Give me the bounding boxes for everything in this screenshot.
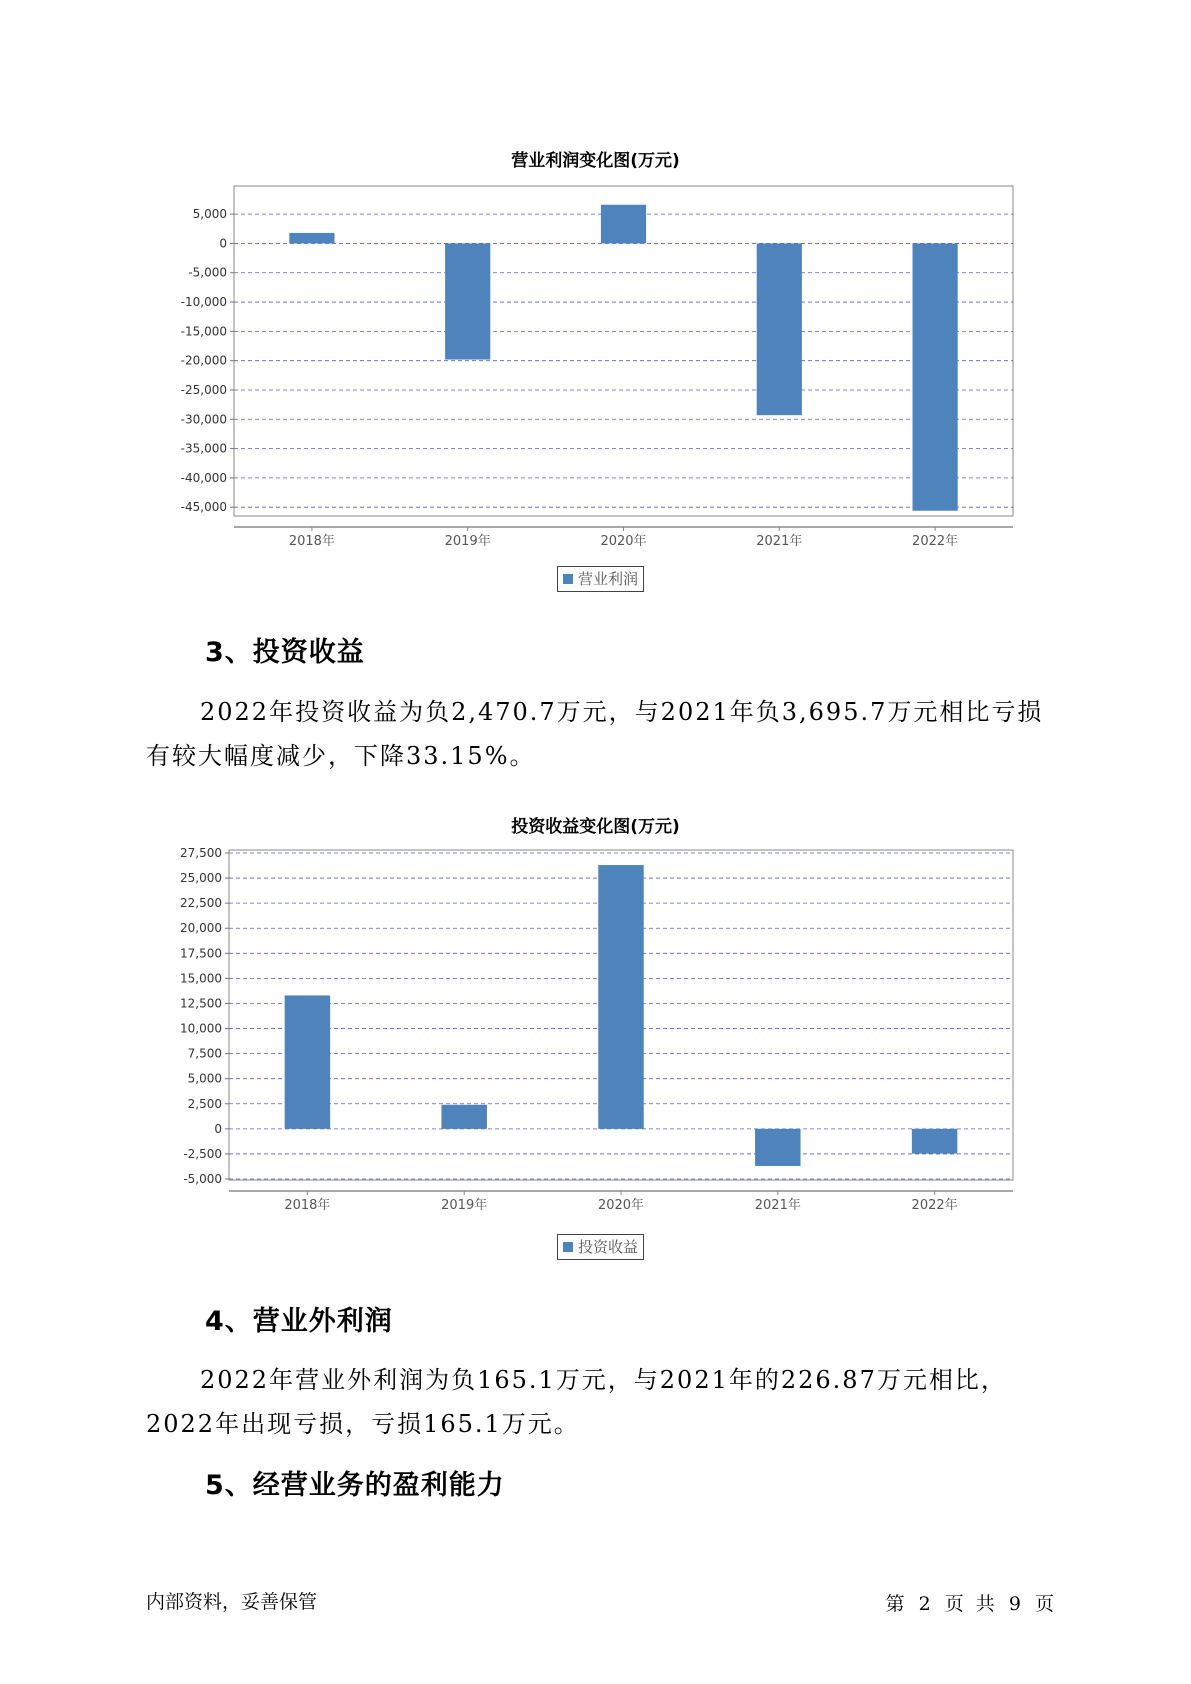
chart1-ytick-label: -30,000: [180, 412, 227, 427]
chart1-ytick-label: -15,000: [180, 324, 227, 339]
chart2-ytick-label: 27,500: [180, 846, 222, 861]
chart2-title: 投资收益变化图(万元): [511, 817, 680, 837]
chart1-bar: [445, 243, 490, 359]
section3-heading: 3、投资收益: [205, 637, 365, 668]
chart2-xtick-label: 2020年: [597, 1198, 645, 1213]
chart2-legend-label: 投资收益: [578, 1238, 639, 1256]
chart1-ytick-label: -35,000: [180, 441, 227, 456]
chart2-ytick-label: 20,000: [180, 921, 222, 936]
chart2-ytick-label: -5,000: [183, 1171, 222, 1186]
chart1-ytick-label: -10,000: [180, 295, 227, 310]
chart2-ytick-label: 12,500: [180, 996, 222, 1011]
section4-paragraph: 2022年营业外利润为负165.1万元，与2021年的226.87万元相比，2022年出现亏损，亏损165.1万元。: [146, 1366, 1007, 1438]
page-current: 2: [918, 1593, 931, 1615]
chart2-ytick-label: 22,500: [180, 896, 222, 911]
chart2-xtick-label: 2018年: [284, 1198, 331, 1213]
chart1-ytick-label: 5,000: [192, 207, 227, 222]
page-suffix: 页: [1034, 1593, 1054, 1615]
legend-swatch: [563, 1242, 573, 1252]
section3-paragraph: 2022年投资收益为负2,470.7万元，与2021年负3,695.7万元相比亏损有较大幅度减少，下降33.15%。: [146, 698, 1044, 770]
chart1-legend-label: 营业利润: [578, 570, 639, 588]
chart1-ytick-label: -40,000: [180, 470, 227, 485]
chart1-xtick-label: 2021年: [756, 534, 803, 549]
page-prefix: 第: [885, 1593, 905, 1615]
footer-page-number: [886, 1589, 1055, 1616]
chart2-ytick-label: 0: [214, 1121, 222, 1136]
chart2-bar: [912, 1129, 957, 1154]
page-mid: 页 共: [944, 1593, 995, 1615]
chart2-ytick-label: -2,500: [183, 1146, 222, 1161]
footer-confidential-note: 内部资料，妥善保管: [146, 1591, 318, 1613]
chart1-xtick-label: 2020年: [600, 534, 647, 549]
chart2-ytick-label: 17,500: [180, 946, 222, 961]
chart2-legend: [557, 1234, 644, 1260]
chart1-bar: [289, 233, 334, 244]
chart1-xtick-label: 2018年: [288, 534, 335, 549]
chart2-bar: [285, 995, 330, 1128]
chart1-bar: [757, 243, 802, 415]
chart2-bar: [441, 1105, 486, 1129]
legend-swatch: [563, 574, 573, 584]
page-total: 9: [1008, 1593, 1021, 1615]
chart2-xtick-label: 2022年: [911, 1198, 958, 1213]
chart1-ytick-label: -5,000: [188, 265, 227, 280]
chart2-ytick-label: 10,000: [180, 1021, 222, 1036]
chart1-legend: [557, 566, 644, 592]
chart2-ytick-label: 7,500: [187, 1046, 222, 1061]
chart1-title: 营业利润变化图(万元): [511, 151, 680, 171]
chart2-ytick-label: 15,000: [180, 971, 222, 986]
chart1-ytick-label: 0: [219, 236, 227, 251]
chart1-xtick-label: 2019年: [444, 534, 491, 549]
chart1-xtick-label: 2022年: [912, 534, 959, 549]
investment-income-chart: [0, 830, 1191, 1280]
chart2-ytick-label: 25,000: [180, 871, 222, 886]
operating-profit-chart: [0, 0, 1191, 600]
chart2-bar: [598, 865, 643, 1129]
chart2-ytick-label: 2,500: [187, 1096, 222, 1111]
chart1-bar: [913, 243, 958, 510]
chart2-xtick-label: 2021年: [754, 1198, 801, 1213]
section4-heading: 4、营业外利润: [205, 1306, 393, 1337]
chart1-bar: [601, 205, 646, 244]
chart2-xtick-label: 2019年: [441, 1198, 488, 1213]
chart1-ytick-label: -20,000: [180, 353, 227, 368]
chart2-bar: [755, 1129, 800, 1166]
section5-heading: 5、经营业务的盈利能力: [205, 1470, 505, 1501]
chart1-ytick-label: -25,000: [180, 382, 227, 397]
chart2-ytick-label: 5,000: [187, 1071, 222, 1086]
chart1-ytick-label: -45,000: [180, 500, 227, 515]
